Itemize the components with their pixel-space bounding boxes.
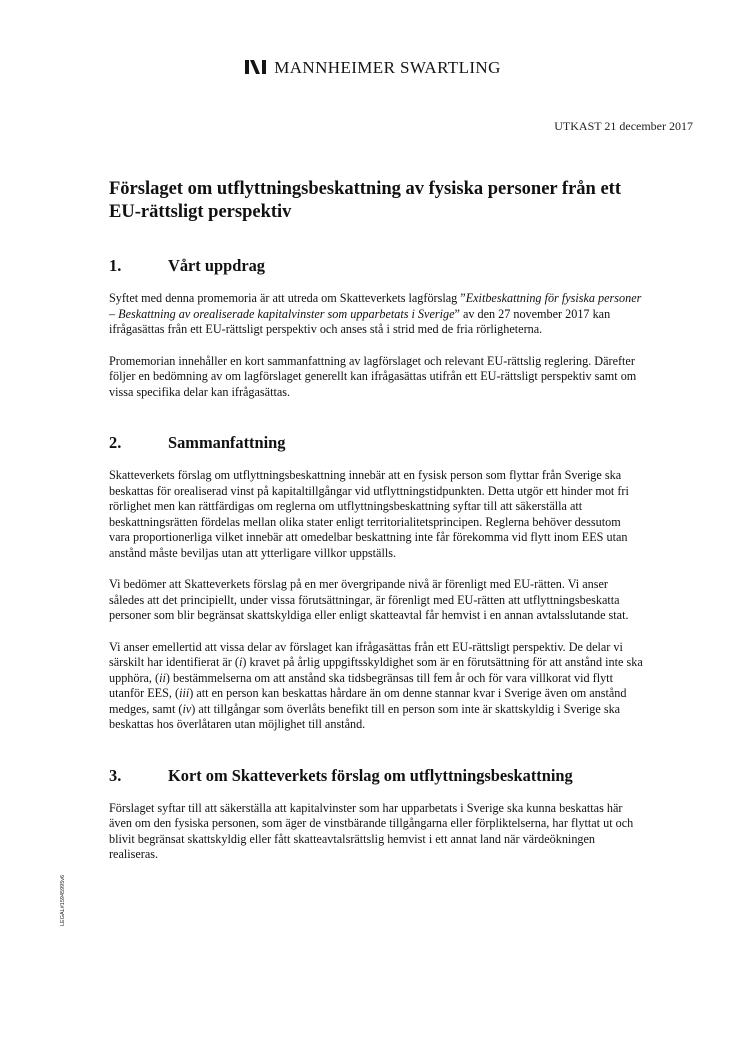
section-3	[109, 765, 644, 863]
text-run: ) kravet på årlig uppgiftsskyldighet som är en förutsättning för att anstånd inte ska upphöra, (	[109, 655, 643, 685]
draft-date-label: UTKAST 21 december 2017	[554, 119, 693, 133]
paragraph	[109, 640, 644, 733]
italic-run: Exitbeskattning för fysiska personer – Beskattning av orealiserade kapitalvinster som upparbetats i Sverige	[109, 291, 642, 321]
paragraph: Förslaget syftar till att säkerställa att kapitalvinster som har upparbetats i Sverige ska kunna beskattas här även om den fysiska personen, som äger de vinstbärande tillgångarna eller förpliktelserna, har flyttat ut och blivit begränsat skattskyldig eller fått skatteavtalsrättslig hemvist i ett annat land när värdeökningen realiseras.	[109, 800, 634, 861]
text-run: ” av den 27 november 2017 kan ifrågasättas från ett EU-rättsligt perspektiv och anses stå i strid med de fria rörligheterna.	[109, 306, 611, 336]
text-run: ) bestämmelserna om att anstånd ska tidsbegränsas till fem år och för vara villkorat vid flytt utanför EES, (	[109, 670, 613, 700]
paragraph: Vi bedömer att Skatteverkets förslag på en mer övergripande nivå är förenligt med EU-rätten. Vi anser således att det principiellt, under vissa förutsättningar, är förenligt med EU-rätten att utflyttningsbeskatta personer som blir begränsat skattskyldiga eller enligt skatteavtal får hemvist i en annan avtalsslutande stat.	[109, 577, 629, 622]
section-number: 3.	[109, 765, 122, 785]
paragraph: Promemorian innehåller en kort sammanfattning av lagförslaget och relevant EU-rättslig reglering. Därefter följer en bedömning av om lagförslaget generellt kan ifrågasättas utifrån ett EU-rättsligt perspektiv samt om vissa specifika delar kan ifrågasättas.	[109, 353, 637, 399]
section-heading	[109, 255, 644, 277]
document-body	[109, 178, 644, 879]
section-title: Vårt uppdrag	[168, 256, 265, 275]
section-title: Sammanfattning	[168, 433, 286, 452]
section-title: Kort om Skatteverkets förslag om utflyttningsbeskattning	[168, 765, 573, 785]
mannheimer-swartling-logo-icon	[245, 59, 267, 79]
section-number: 2.	[109, 433, 122, 452]
italic-run: i	[238, 655, 243, 669]
text-run: Vi anser emellertid att vissa delar av förslaget kan ifrågasättas från ett EU-rättsligt perspektiv. De delar vi särskilt har identifierat är (	[109, 639, 623, 669]
paragraph: Skatteverkets förslag om utflyttningsbeskattning innebär att en fysisk person som flyttar från Sverige ska beskattas för orealiserad vinst på kapitaltillgångar vid utflyttningstidpunkten. Detta utgör ett hinder mot fri rörlighet men kan rättfärdigas om reglerna om utflyttningsbeskattning syftar till att säkerställa att beskattningsrätten fördelas mellan olika stater enligt territorialitetsprincipen. Reglerna behöver dessutom vara proportionerliga vilket innebär att omedelbar beskattning inte får förekomma vid flytt inom EES utan anstånd måste beviljas utan att ytterligare villkor uppställs.	[109, 468, 629, 560]
italic-run: iii	[179, 686, 190, 700]
italic-run: ii	[159, 670, 166, 685]
text-run: ) att en person kan beskattas hårdare än om denne stannar kvar i Sverige även om anstånd medges, samt (	[109, 686, 627, 716]
logo-text: MANNHEIMER SWARTLING	[274, 58, 501, 77]
text-run: Syftet med denna promemoria är att utreda om Skatteverkets lagförslag ”	[109, 291, 466, 305]
text-run: ) att tillgångar som överlåts benefikt till en person som inte är skattskyldig i Sverige ska beskattas hos överlåtaren utan möjlighet till anstånd.	[109, 701, 621, 731]
document-reference-id: LEGAL#15945995v6	[60, 874, 66, 926]
section-1	[109, 255, 644, 400]
section-number: 1.	[109, 256, 122, 275]
paragraph	[109, 291, 644, 338]
italic-run: iv	[182, 701, 192, 716]
document-title: Förslaget om utflyttningsbeskattning av fysiska personer från ett EU-rättsligt perspektiv	[109, 179, 621, 222]
section-2	[109, 432, 644, 733]
section-heading	[109, 765, 644, 787]
header-logo	[0, 58, 746, 79]
section-heading	[109, 432, 644, 454]
